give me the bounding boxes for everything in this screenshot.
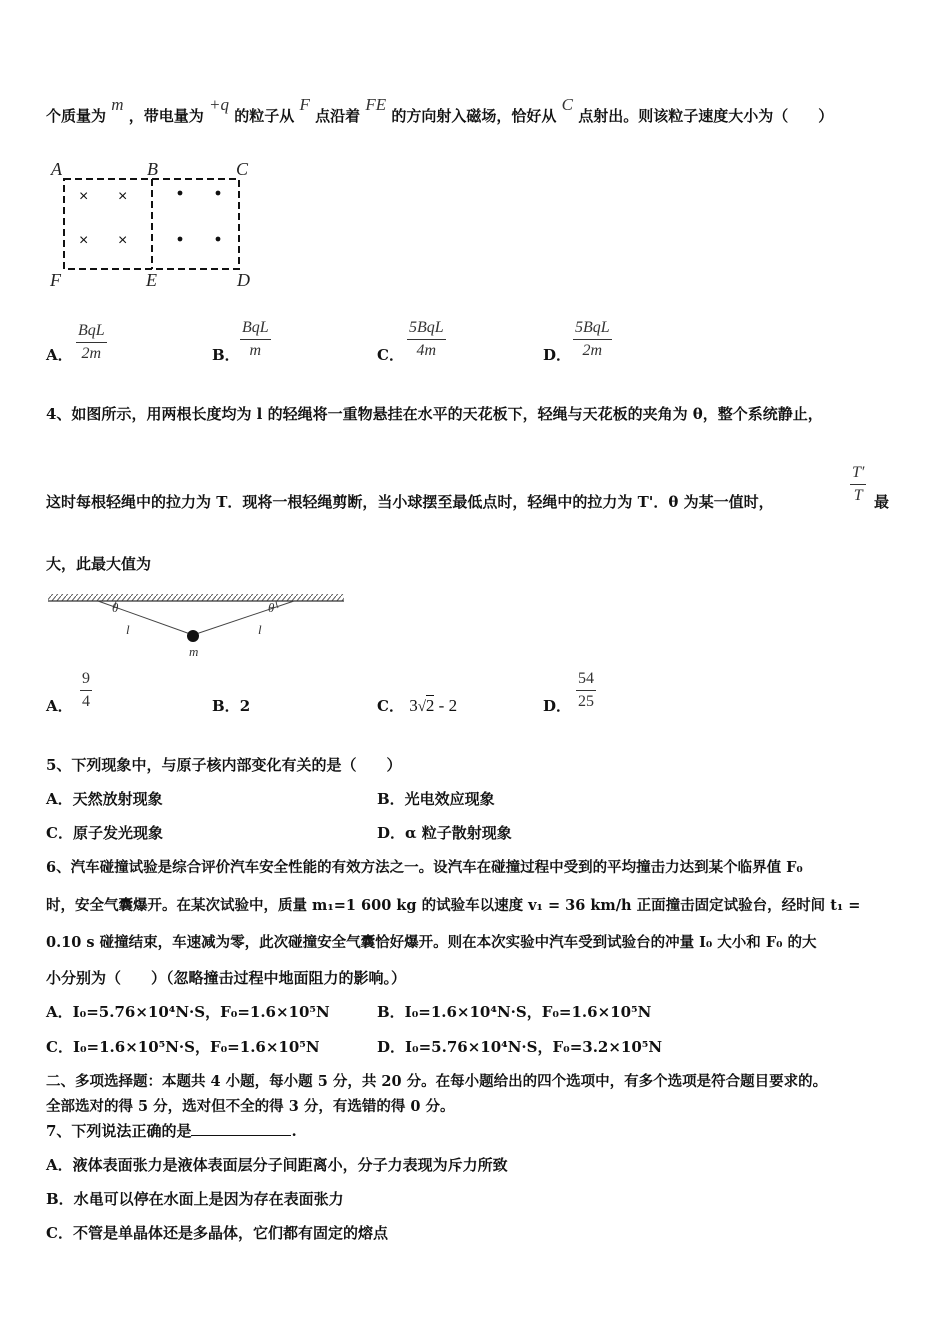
q7-option-b[interactable]: B．水黾可以停在水面上是因为存在表面张力	[46, 1190, 344, 1208]
pendulum-figure	[46, 590, 348, 660]
numerator: 5BqL	[407, 319, 446, 340]
q4-option-c[interactable]	[377, 695, 457, 716]
q7-stem-end: .	[291, 1122, 297, 1140]
q4-stem-line2-end: 最	[874, 493, 890, 511]
label-A: A	[51, 159, 62, 179]
q3-option-d-value	[573, 319, 612, 360]
denominator: 4m	[416, 342, 437, 359]
numerator: 5BqL	[573, 319, 612, 340]
numerator: T′	[850, 464, 866, 485]
denominator: T	[853, 487, 863, 504]
field-out-dot	[216, 191, 221, 196]
subtrahend: - 2	[434, 696, 458, 715]
denominator: 25	[578, 693, 594, 710]
numerator: 9	[80, 670, 92, 691]
q6-stem-line1: 6、汽车碰撞试验是综合评价汽车安全性能的有效方法之一。设汽车在碰撞过程中受到的平均撞击力达到某个临界值 F₀	[46, 859, 803, 876]
option-label: C．	[377, 346, 404, 364]
q5-option-b[interactable]: B．光电效应现象	[377, 790, 495, 808]
q3-text: 的粒子从	[234, 107, 295, 125]
magnetic-field-figure	[46, 155, 266, 290]
denominator: 2m	[81, 345, 102, 362]
denominator: 4	[82, 693, 90, 710]
q3-text: 的方向射入磁场，恰好从	[391, 107, 557, 125]
q4-option-a[interactable]	[46, 695, 73, 716]
label-B: B	[147, 159, 158, 179]
section2-header-line2: 全部选对的得 5 分，选对但不全的得 3 分，有选错的得 0 分。	[46, 1098, 455, 1115]
field-into-mark: ×	[118, 188, 128, 205]
denominator: 2m	[582, 342, 603, 359]
q4-option-b[interactable]	[212, 695, 250, 716]
q5-option-a[interactable]: A．天然放射现象	[46, 790, 163, 808]
length-right: l	[258, 622, 262, 637]
q6-stem-line4: 小分别为（ ）（忽略撞击过程中地面阻力的影响。）	[46, 969, 407, 987]
length-left: l	[126, 622, 130, 637]
q3-option-b[interactable]	[212, 344, 240, 365]
option-label: C．	[377, 697, 404, 715]
q4-option-d-value	[576, 670, 596, 711]
field-into-mark: ×	[118, 232, 128, 249]
q3-option-c-value	[407, 319, 446, 360]
ball	[187, 630, 199, 642]
option-label: B．	[212, 697, 240, 715]
q3-text: ，带电量为	[128, 107, 204, 125]
section2-header-line1: 二、多项选择题：本题共 4 小题，每小题 5 分，共 20 分。在每小题给出的四个选项中，有多个选项是符合题目要求的。	[46, 1073, 828, 1090]
q4-stem-line3: 大，此最大值为	[46, 555, 152, 573]
option-label: B．	[212, 346, 240, 364]
q5-option-c[interactable]: C．原子发光现象	[46, 824, 163, 842]
numerator: BqL	[240, 319, 271, 340]
q6-option-a[interactable]: A．I₀=5.76×10⁴N·S，F₀=1.6×10⁵N	[46, 1003, 330, 1021]
var-m: m	[111, 95, 124, 114]
q7-option-c[interactable]: C．不管是单晶体还是多晶体，它们都有固定的熔点	[46, 1224, 388, 1242]
radicand: 2	[425, 696, 435, 715]
option-label: D．	[543, 346, 572, 364]
option-value: 2	[239, 697, 251, 715]
option-value	[409, 696, 457, 715]
q6-stem-line3: 0.10 s 碰撞结束，车速减为零，此次碰撞安全气囊恰好爆开。则在本次实验中汽车受到试验台的冲量 I₀ 大小和 F₀ 的大	[46, 934, 817, 951]
q3-text: 点沿着	[315, 107, 361, 125]
field-out-dot	[178, 237, 183, 242]
q6-option-b[interactable]: B．I₀=1.6×10⁴N·S，F₀=1.6×10⁵N	[377, 1003, 652, 1021]
q3-stem	[46, 95, 834, 126]
q6-stem-line2: 时，安全气囊爆开。在某次试验中，质量 m₁=1 600 kg 的试验车以速度 v₁ = 36 km/h 正面撞击固定试验台，经时间 t₁ =	[46, 897, 861, 914]
q7-stem-text: 7、下列说法正确的是	[46, 1122, 192, 1140]
numerator: BqL	[76, 322, 107, 343]
var-C: C	[561, 95, 573, 114]
q4-option-a-value	[80, 670, 92, 711]
q3-option-d[interactable]	[543, 344, 571, 365]
q3-text: 个质量为	[46, 107, 107, 125]
numerator: 54	[576, 670, 596, 691]
denominator: m	[249, 342, 262, 359]
q5-stem: 5、下列现象中，与原子核内部变化有关的是（ ）	[46, 756, 402, 774]
q7-option-a[interactable]: A．液体表面张力是液体表面层分子间距离小，分子力表现为斥力所致	[46, 1156, 508, 1174]
theta-left: θ	[112, 600, 119, 615]
q4-stem-line1: 4、如图所示，用两根长度均为 l 的轻绳将一重物悬挂在水平的天花板下，轻绳与天花板的夹角为 θ，整个系统静止，	[46, 405, 823, 423]
var-FE: FE	[365, 95, 387, 114]
mass-label: m	[189, 644, 199, 659]
theta-right: θ	[268, 600, 275, 615]
field-into-mark: ×	[79, 188, 89, 205]
q6-option-d[interactable]: D．I₀=5.76×10⁴N·S，F₀=3.2×10⁵N	[377, 1038, 663, 1056]
label-C: C	[236, 159, 249, 179]
q3-option-a[interactable]	[46, 344, 73, 365]
answer-blank[interactable]	[191, 1121, 291, 1136]
option-label: A．	[46, 346, 73, 364]
label-E: E	[146, 270, 157, 290]
q4-stem-line2: 这时每根轻绳中的拉力为 T．现将一根轻绳剪断，当小球摆至最低点时，轻绳中的拉力为 T'．θ 为某一值时，	[46, 493, 774, 511]
coefficient: 3	[409, 696, 418, 715]
q3-option-c[interactable]	[377, 344, 404, 365]
q3-option-a-value	[76, 322, 107, 363]
q5-option-d[interactable]: D．α 粒子散射现象	[377, 824, 512, 842]
q4-ratio-fraction	[850, 464, 866, 505]
q6-option-c[interactable]: C．I₀=1.6×10⁵N·S，F₀=1.6×10⁵N	[46, 1038, 320, 1056]
q3-text: 点射出。则该粒子速度大小为（ ）	[578, 107, 834, 125]
q4-option-d[interactable]	[543, 695, 571, 716]
option-label: D．	[543, 697, 572, 715]
sqrt-sign: √	[417, 699, 426, 715]
label-F: F	[50, 270, 61, 290]
var-q: +q	[209, 95, 229, 114]
q3-option-b-value	[240, 319, 271, 360]
label-D: D	[237, 270, 250, 290]
q7-stem	[46, 1120, 297, 1141]
ceiling-hatch	[48, 594, 344, 601]
option-label: A．	[46, 697, 73, 715]
rope-right	[193, 601, 294, 635]
var-F: F	[299, 95, 310, 114]
field-into-mark: ×	[79, 232, 89, 249]
field-out-dot	[216, 237, 221, 242]
field-out-dot	[178, 191, 183, 196]
